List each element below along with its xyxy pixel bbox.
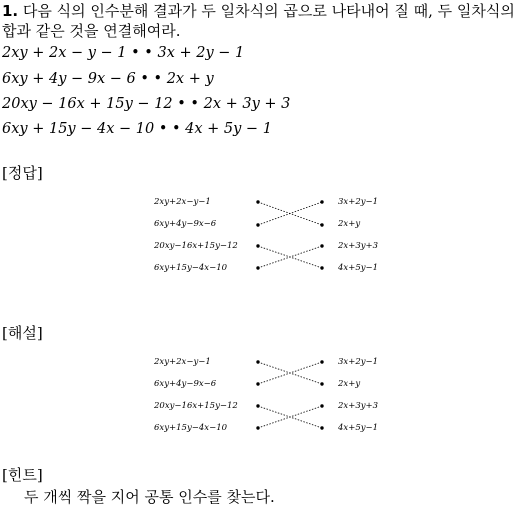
question-line-2: 합과 같은 것을 연결해여라.: [2, 22, 181, 40]
explanation-right-dot: [320, 404, 323, 407]
explanation-left-item: 20xy−16x+15y−12: [154, 401, 238, 411]
answer-left-item: 6xy+15y−4x−10: [154, 263, 228, 273]
answer-right-item: 2x+3y+3: [338, 241, 379, 251]
row-left-expression: 6xy + 15y − 4x − 10: [2, 121, 155, 137]
row-right-expression: 3x + 2y − 1: [157, 45, 245, 61]
question-number: 1.: [2, 2, 19, 20]
question-text: 다음 식의 인수분해 결과가 두 일차식의 곱으로 나타내어 질 때, 두 일차식의: [22, 2, 515, 20]
explanation-right-item: 3x+2y−1: [338, 357, 379, 367]
answer-left-item: 2xy+2x−y−1: [154, 197, 211, 207]
answer-right-item: 3x+2y−1: [338, 197, 379, 207]
row-left-expression: 6xy + 4y − 9x − 6: [2, 71, 136, 87]
answer-left-item: 6xy+4y−9x−6: [154, 219, 217, 229]
row-left-expression: 20xy − 16x + 15y − 12: [2, 96, 173, 112]
row-right-expression: 4x + 5y − 1: [185, 121, 272, 137]
explanation-right-item: 2x+3y+3: [338, 401, 379, 411]
answer-right-item: 2x+y: [338, 219, 361, 229]
explanation-left-dot: [256, 426, 259, 429]
explanation-left-dot: [256, 360, 259, 363]
explanation-label: [해설]: [2, 324, 43, 342]
explanation-right-item: 2x+y: [338, 379, 361, 389]
answer-label: [정답]: [2, 164, 43, 182]
explanation-left-item: 2xy+2x−y−1: [154, 357, 211, 367]
row-connector-dots: • •: [131, 45, 153, 61]
row-right-expression: 2x + y: [166, 71, 214, 87]
explanation-right-dot: [320, 360, 323, 363]
explanation-right-dot: [320, 382, 323, 385]
row-connector-dots: • •: [158, 121, 181, 137]
explanation-right-dot: [320, 426, 323, 429]
hint-text: 두 개씩 짝을 지어 공통 인수를 찾는다.: [24, 488, 275, 506]
row-connector-dots: • •: [177, 96, 199, 112]
explanation-left-dot: [256, 404, 259, 407]
explanation-left-dot: [256, 382, 259, 385]
row-connector-dots: • •: [140, 71, 163, 87]
hint-label: [힌트]: [2, 466, 43, 484]
row-left-expression: 2xy + 2x − y − 1: [2, 45, 127, 61]
answer-right-item: 4x+5y−1: [338, 263, 379, 273]
row-right-expression: 2x + 3y + 3: [203, 96, 291, 112]
explanation-right-item: 4x+5y−1: [338, 423, 379, 433]
answer-left-item: 20xy−16x+15y−12: [154, 241, 238, 251]
explanation-left-item: 6xy+15y−4x−10: [154, 423, 228, 433]
explanation-left-item: 6xy+4y−9x−6: [154, 379, 217, 389]
